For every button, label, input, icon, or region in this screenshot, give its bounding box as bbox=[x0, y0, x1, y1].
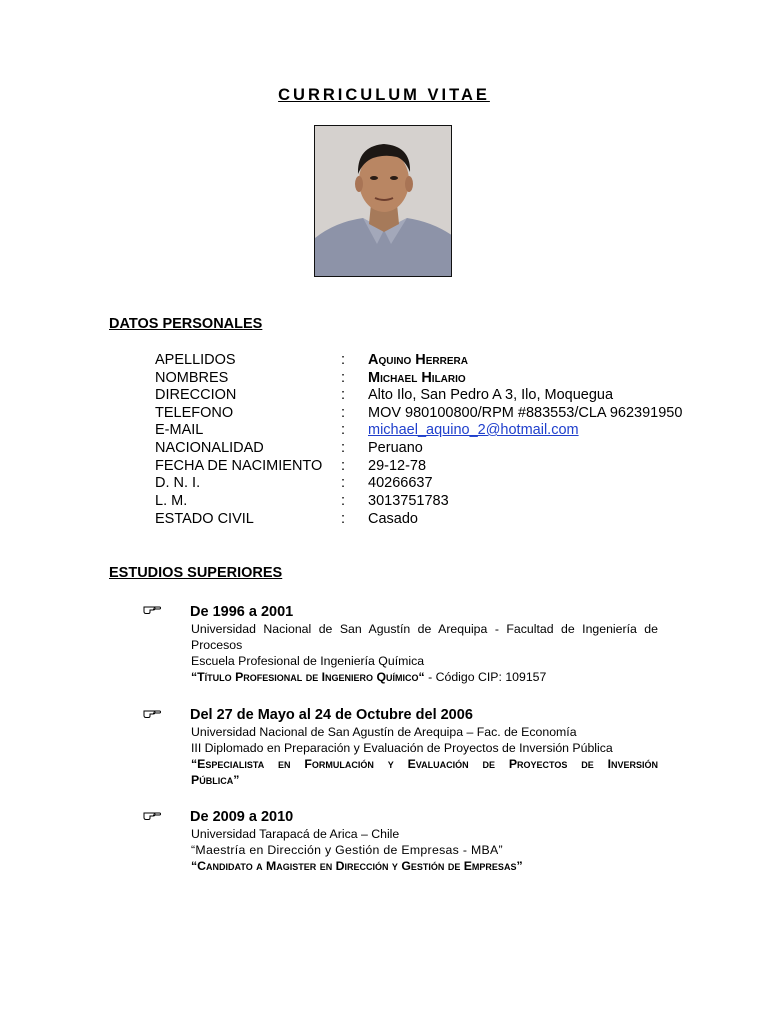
field-separator: : bbox=[341, 387, 346, 403]
field-label: TELEFONO bbox=[155, 405, 234, 421]
field-separator: : bbox=[341, 422, 346, 438]
field-label: DIRECCION bbox=[155, 387, 237, 403]
pointing-hand-icon bbox=[143, 809, 161, 820]
field-value: 40266637 bbox=[368, 475, 433, 491]
study-degree-cont: Pública” bbox=[191, 773, 240, 787]
field-label: APELLIDOS bbox=[155, 352, 236, 368]
field-label: ESTADO CIVIL bbox=[155, 511, 254, 527]
field-separator: : bbox=[341, 352, 346, 368]
study-degree: “Candidato a Magister en Dirección y Gestión de Empresas” bbox=[191, 859, 523, 873]
field-separator: : bbox=[341, 370, 346, 386]
email-link[interactable]: michael_aquino_2@hotmail.com bbox=[368, 422, 579, 438]
field-separator: : bbox=[341, 405, 346, 421]
field-value: Aquino Herrera bbox=[368, 352, 468, 368]
field-value: Michael Hilario bbox=[368, 370, 466, 386]
pointing-hand-icon bbox=[143, 707, 161, 718]
field-label: D. N. I. bbox=[155, 475, 201, 491]
study-institution: Universidad Tarapacá de Arica – Chile bbox=[191, 827, 400, 841]
study-period: De 1996 a 2001 bbox=[190, 604, 294, 620]
field-value: 29-12-78 bbox=[368, 458, 427, 474]
field-separator: : bbox=[341, 440, 346, 456]
portrait-icon bbox=[315, 126, 452, 277]
field-separator: : bbox=[341, 493, 346, 509]
study-institution-cont: Procesos bbox=[191, 638, 243, 652]
study-school: Escuela Profesional de Ingeniería Química bbox=[191, 654, 425, 668]
degree-code: - Código CIP: 109157 bbox=[424, 670, 547, 684]
field-separator: : bbox=[341, 511, 346, 527]
field-separator: : bbox=[341, 458, 346, 474]
study-program: “Maestría en Dirección y Gestión de Empresas - MBA” bbox=[191, 843, 503, 857]
study-program: III Diplomado en Preparación y Evaluación de Proyectos de Inversión Pública bbox=[191, 741, 613, 755]
field-value: Peruano bbox=[368, 440, 423, 456]
study-period: De 2009 a 2010 bbox=[190, 809, 294, 825]
field-label: NACIONALIDAD bbox=[155, 440, 264, 456]
field-label: NOMBRES bbox=[155, 370, 229, 386]
study-institution: Universidad Nacional de San Agustín de Arequipa – Fac. de Economía bbox=[191, 725, 577, 739]
field-separator: : bbox=[341, 475, 346, 491]
field-label: L. M. bbox=[155, 493, 188, 509]
field-value: MOV 980100800/RPM #883553/CLA 962391950 bbox=[368, 405, 683, 421]
pointing-hand-icon bbox=[143, 603, 161, 614]
field-value: 3013751783 bbox=[368, 493, 449, 509]
field-label: E-MAIL bbox=[155, 422, 204, 438]
portrait-photo bbox=[314, 125, 452, 277]
study-degree: “Especialista en Formulación y Evaluación de Proyectos de Inversión bbox=[191, 757, 658, 771]
field-label: FECHA DE NACIMIENTO bbox=[155, 458, 323, 474]
field-value: Casado bbox=[368, 511, 418, 527]
field-value: Alto Ilo, San Pedro A 3, Ilo, Moquegua bbox=[368, 387, 614, 403]
document-title: CURRICULUM VITAE bbox=[278, 86, 490, 104]
section-personal-heading: DATOS PERSONALES bbox=[109, 316, 263, 332]
section-studies-heading: ESTUDIOS SUPERIORES bbox=[109, 565, 283, 581]
study-institution: Universidad Nacional de San Agustín de Arequipa - Facultad de Ingeniería de bbox=[191, 622, 658, 636]
study-degree bbox=[191, 670, 546, 684]
study-period: Del 27 de Mayo al 24 de Octubre del 2006 bbox=[190, 707, 473, 723]
degree-title: “Título Profesional de Ingeniero Químico“ bbox=[191, 670, 425, 684]
